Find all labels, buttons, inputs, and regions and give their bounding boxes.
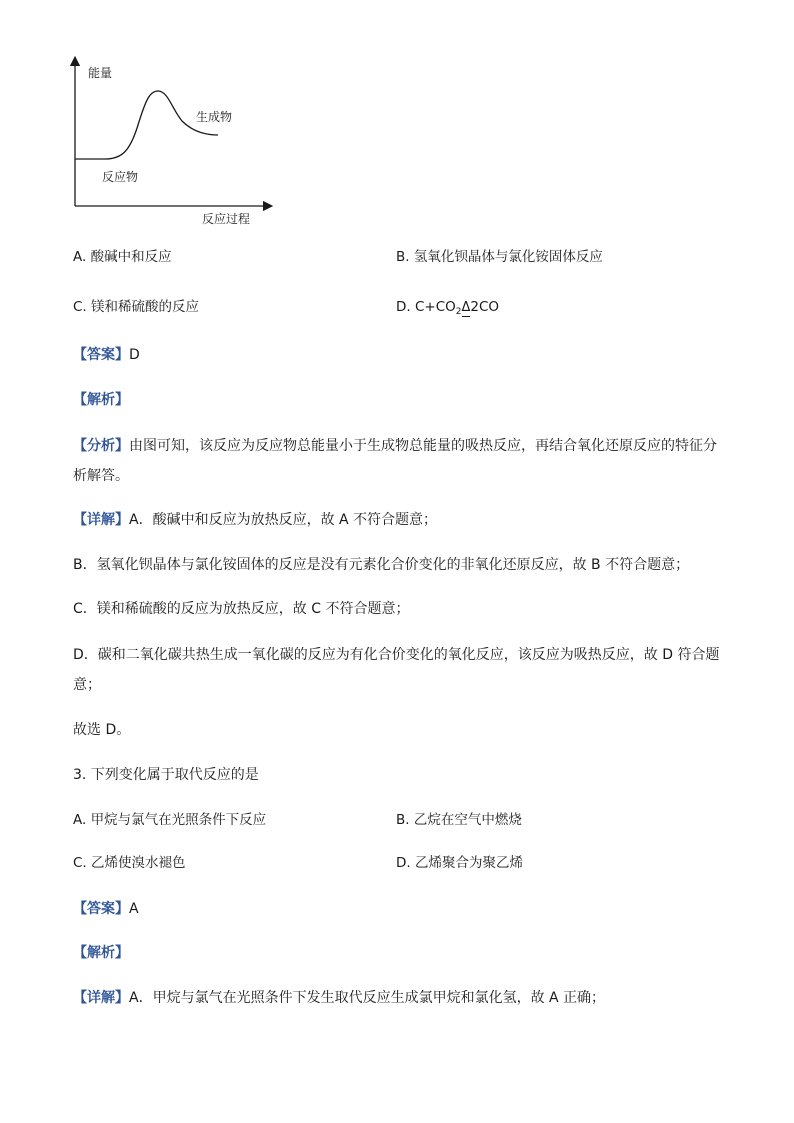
q2-fenxi-text1: 由图可知，该反应为反应物总能量小于生成物总能量的吸热反应，再结合氧化还原反应的特征分 [129,438,717,454]
q2-fenxi-line1: 【分析】由图可知，该反应为反应物总能量小于生成物总能量的吸热反应，再结合氧化还原反应的特征分 [73,438,717,454]
q2-option-d [396,297,499,322]
q2-answer: 【答案】D [73,347,140,363]
q3-xiangjie-tag: 详解 [87,990,115,1006]
q3-option-b: B. 乙烷在空气中燃烧 [396,812,522,828]
answer-tag: 答案 [87,347,115,363]
q3-stem: 3. 下列变化属于取代反应的是 [73,767,259,783]
q2-analysis-heading: 【解析】 [73,392,129,408]
q2-answer-value: D [129,347,140,363]
q3-answer-tag: 答案 [87,901,115,917]
y-axis-label: 能量 [88,66,113,80]
products-label: 生成物 [196,110,233,124]
q3-option-a: A. 甲烷与氯气在光照条件下反应 [73,812,267,828]
xiangjie-tag: 详解 [87,512,115,528]
energy-curve [75,91,218,159]
q2-option-b: B. 氢氧化钡晶体与氯化铵固体反应 [396,249,603,265]
q3-xiangjie-a-text: A．甲烷与氯气在光照条件下发生取代反应生成氯甲烷和氯化氢，故 A 正确； [129,990,606,1006]
reactants-label: 反应物 [102,170,139,184]
q3-xiangjie-a: 【详解】A．甲烷与氯气在光照条件下发生取代反应生成氯甲烷和氯化氢，故 A 正确； [73,990,606,1006]
q2-option-c: C. 镁和稀硫酸的反应 [73,299,200,315]
heat-delta-symbol: Δ [462,298,471,318]
q3-option-c: C. 乙烯使溴水褪色 [73,855,186,871]
q2-option-a: A. 酸碱中和反应 [73,249,172,265]
x-axis-label: 反应过程 [202,212,251,226]
q2-xiangjie-a-text: A．酸碱中和反应为放热反应，故 A 不符合题意； [129,512,438,528]
q3-answer: 【答案】A [73,901,139,917]
q2-xiangjie-d1: D．碳和二氧化碳共热生成一氧化碳的反应为有化合价变化的氧化反应，该反应为吸热反应，故 D 符合题 [73,647,720,663]
fenxi-tag: 分析 [87,438,115,454]
q2-option-d-subscript: 2 [455,307,462,317]
q3-analysis-tag: 解析 [87,945,115,961]
q2-xiangjie-a: 【详解】A．酸碱中和反应为放热反应，故 A 不符合题意； [73,512,438,528]
q2-conclusion: 故选 D。 [73,722,131,738]
analysis-tag: 解析 [87,392,115,408]
q2-option-d-suffix: 2CO [470,299,500,315]
q2-xiangjie-b: B．氢氧化钡晶体与氯化铵固体的反应是没有元素化合价变化的非氧化还原反应，故 B 不符合题意； [73,557,690,573]
q3-option-d: D. 乙烯聚合为聚乙烯 [396,855,523,871]
q3-answer-value: A [129,901,139,917]
q2-option-d-prefix: D. C+CO [396,299,456,315]
q2-xiangjie-c: C．镁和稀硫酸的反应为放热反应，故 C 不符合题意； [73,601,410,617]
energy-diagram [60,55,280,230]
q3-analysis-heading: 【解析】 [73,945,129,961]
q2-fenxi-line2: 析解答。 [73,468,129,484]
q2-xiangjie-d2: 意； [73,677,101,693]
